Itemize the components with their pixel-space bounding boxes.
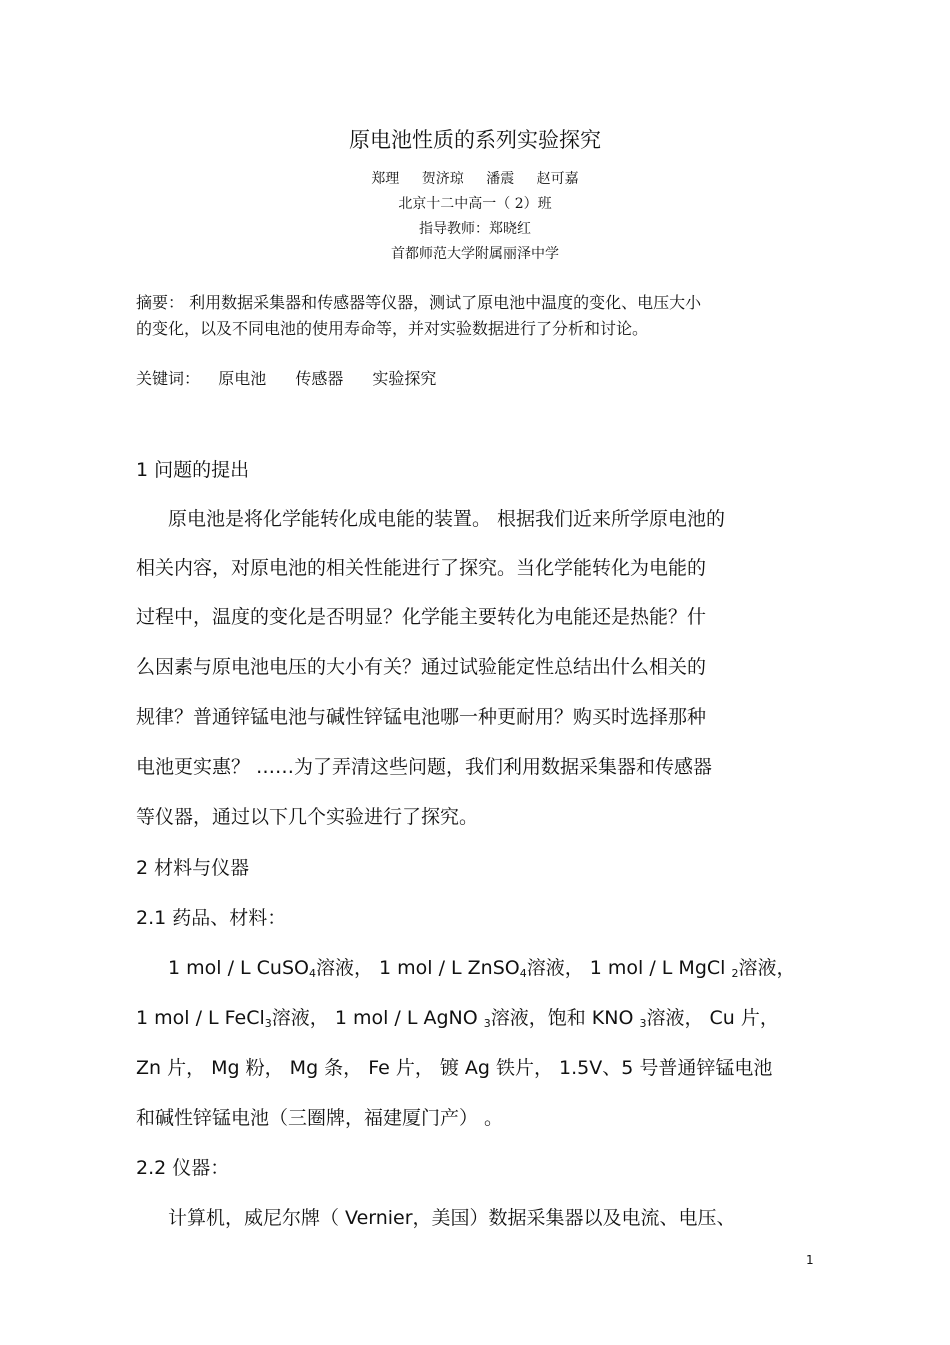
keyword: 传感器 [295,369,344,388]
formula-text: 溶液， 1 mol / L MgCl [526,957,732,979]
formula-text: 溶液，饱和 KNO [490,1007,640,1029]
section-heading: 1 问题的提出 [136,459,250,481]
subscript: 2 [731,967,739,980]
subsection-heading: 2.2 仪器： [136,1157,230,1179]
author-name: 贺济琼 [421,171,464,187]
formula-text: 溶液， 1 mol / L ZnSO [315,957,520,979]
school-line: 北京十二中高一（ 2）班 [398,196,552,212]
materials-line [136,1003,779,1030]
body-line: 相关内容，对原电池的相关性能进行了探究。当化学能转化为电能的 [136,557,707,579]
keyword: 实验探究 [372,369,437,388]
subscript: 3 [483,1017,491,1030]
materials-line [168,953,796,980]
abstract-line: 摘要： 利用数据采集器和传感器等仪器，测试了原电池中温度的变化、电压大小 [136,293,702,312]
subscript: 3 [264,1017,272,1030]
formula-text: 溶液， 1 mol / L AgNO [271,1007,484,1029]
author-name: 潘震 [486,171,515,187]
formula-text: 溶液， [738,957,796,979]
body-line: 么因素与原电池电压的大小有关？通过试验能定性总结出什么相关的 [136,656,707,678]
author-list [0,168,950,188]
author-name: 赵可嘉 [536,171,579,187]
formula-text: 1 mol / L FeCl [136,1007,265,1029]
subscript: 4 [308,967,316,980]
subscript: 3 [639,1017,647,1030]
abstract-line: 的变化，以及不同电池的使用寿命等，并对实验数据进行了分析和讨论。 [136,319,649,338]
paper-title: 原电池性质的系列实验探究 [349,128,601,152]
subscript: 4 [519,967,527,980]
subsection-heading: 2.1 药品、材料： [136,907,287,929]
author-name: 郑理 [371,171,400,187]
keywords-label: 关键词： [136,369,201,388]
affiliation-line: 首都师范大学附属丽泽中学 [391,246,559,262]
materials-line: Zn 片， Mg 粉， Mg 条， Fe 片， 镀 Ag 铁片， 1.5V、5 号普通锌锰电池 [136,1057,773,1079]
page-number: 1 [806,1253,814,1267]
keywords [136,366,436,389]
body-line: 原电池是将化学能转化成电能的装置。 根据我们近来所学原电池的 [168,508,726,530]
instruments-line: 计算机，威尼尔牌（ Vernier，美国）数据采集器以及电流、电压、 [168,1207,736,1229]
formula-text: 溶液， Cu 片， [646,1007,779,1029]
section-heading: 2 材料与仪器 [136,857,250,879]
body-line: 电池更实惠？ ……为了弄清这些问题，我们利用数据采集器和传感器 [136,756,713,778]
body-line: 等仪器，通过以下几个实验进行了探究。 [136,806,479,828]
formula-text: 1 mol / L CuSO [168,957,309,979]
body-line: 过程中，温度的变化是否明显？化学能主要转化为电能还是热能？什 [136,606,707,628]
advisor-line: 指导教师：郑晓红 [419,221,531,237]
keyword: 原电池 [218,369,267,388]
materials-line: 和碱性锌锰电池（三圈牌，福建厦门产） 。 [136,1107,504,1129]
body-line: 规律？普通锌锰电池与碱性锌锰电池哪一种更耐用？购买时选择那种 [136,706,707,728]
